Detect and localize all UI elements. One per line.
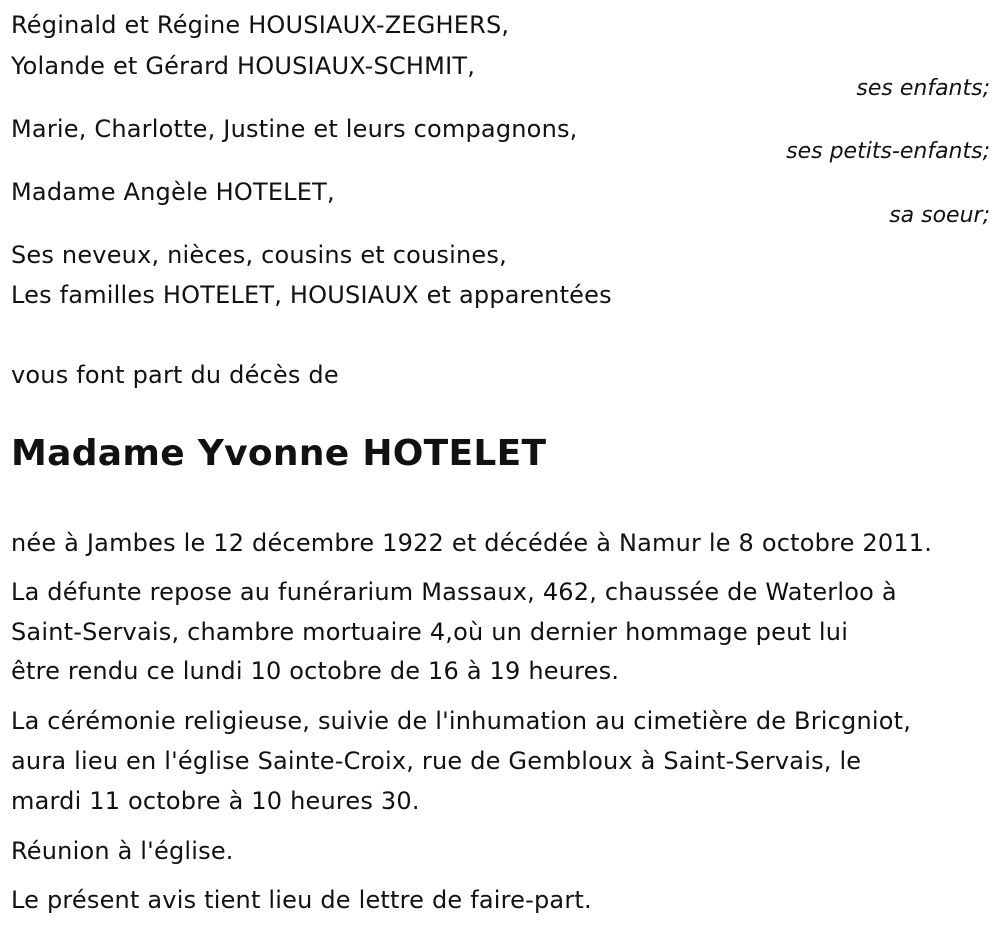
family-line-grandchildren: Marie, Charlotte, Justine et leurs compagnons, bbox=[11, 115, 578, 143]
family-line-sister: Madame Angèle HOTELET, bbox=[11, 178, 335, 206]
announcement-text: vous font part du décès de bbox=[11, 361, 339, 389]
role-label-grandchildren: ses petits-enfants; bbox=[786, 139, 990, 164]
family-line-families: Les familles HOTELET, HOUSIAUX et apparentées bbox=[11, 281, 612, 309]
ceremony-line-2: aura lieu en l'église Sainte-Croix, rue de Gembloux à Saint-Servais, le bbox=[11, 747, 862, 775]
role-label-children: ses enfants; bbox=[856, 76, 990, 101]
deceased-name-heading: Madame Yvonne HOTELET bbox=[11, 433, 547, 474]
notice-text: Le présent avis tient lieu de lettre de faire-part. bbox=[11, 886, 592, 914]
ceremony-line-3: mardi 11 octobre à 10 heures 30. bbox=[11, 787, 420, 815]
repose-line-3: être rendu ce lundi 10 octobre de 16 à 19 heures. bbox=[11, 657, 620, 685]
repose-line-2: Saint-Servais, chambre mortuaire 4,où un dernier hommage peut lui bbox=[11, 618, 849, 646]
family-line-relatives: Ses neveux, nièces, cousins et cousines, bbox=[11, 241, 507, 269]
role-label-sister: sa soeur; bbox=[889, 203, 990, 228]
ceremony-line-1: La cérémonie religieuse, suivie de l'inhumation au cimetière de Bricgniot, bbox=[11, 707, 912, 735]
family-line-children-1: Réginald et Régine HOUSIAUX-ZEGHERS, bbox=[11, 11, 510, 39]
birth-death-text: née à Jambes le 12 décembre 1922 et décédée à Namur le 8 octobre 2011. bbox=[11, 529, 933, 557]
family-line-children-2: Yolande et Gérard HOUSIAUX-SCHMIT, bbox=[11, 52, 476, 80]
meeting-text: Réunion à l'église. bbox=[11, 837, 234, 865]
repose-line-1: La défunte repose au funérarium Massaux, 462, chaussée de Waterloo à bbox=[11, 578, 897, 606]
